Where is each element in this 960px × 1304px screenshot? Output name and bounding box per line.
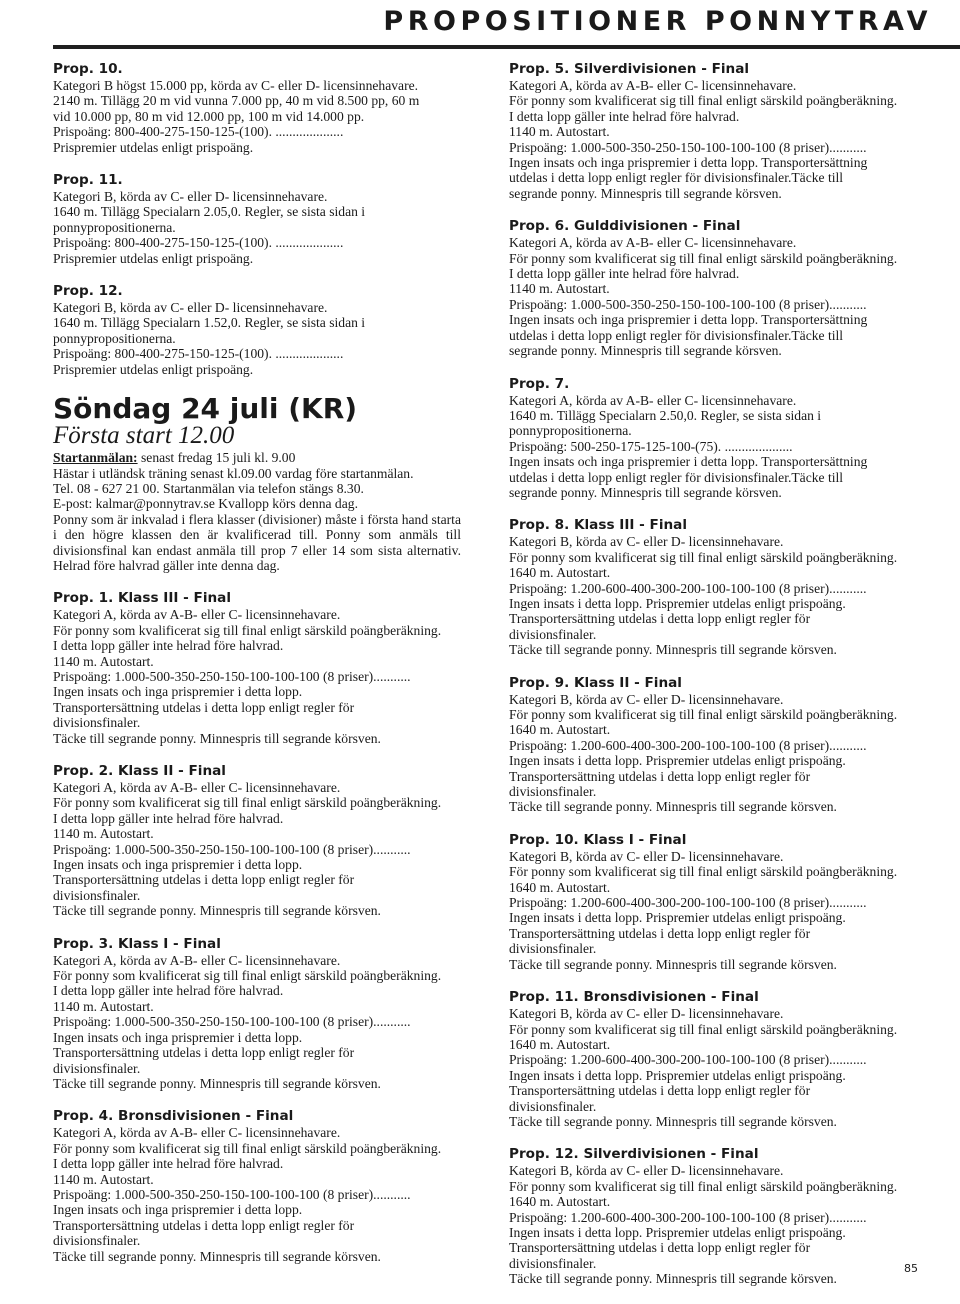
- proposition-line: Ingen insats och inga prispremier i detta lopp.: [53, 684, 303, 700]
- proposition-line: Transportersättning utdelas i detta lopp enligt regler för: [509, 1083, 811, 1099]
- proposition-line: Kategori B, körda av C- eller D- licensinnehavare.: [509, 848, 784, 864]
- proposition-line: 1640 m. Autostart.: [509, 1194, 611, 1210]
- proposition-line: Prispoäng: 1.200-600-400-300-200-100-100-100 (8 priser)...........: [509, 580, 867, 596]
- proposition-line: Täcke till segrande ponny. Minnespris till segrande körsven.: [509, 1113, 837, 1129]
- proposition-line: För ponny som kvalificerat sig till final enligt särskild poängberäkning.: [509, 707, 898, 722]
- proposition-line: Ingen insats och inga prispremier i detta lopp.: [53, 1202, 303, 1218]
- proposition-title: Prop. 4. Bronsdivisionen - Final: [53, 1108, 294, 1125]
- proposition-line: utdelas i detta lopp enligt regler för divisionsfinaler.Täcke till: [509, 170, 844, 186]
- proposition-line: Ingen insats i detta lopp. Prispremier utdelas enligt prispoäng.: [509, 1067, 846, 1083]
- proposition-line: Täcke till segrande ponny. Minnespris till segrande körsven.: [509, 799, 837, 815]
- proposition-line: utdelas i detta lopp enligt regler för divisionsfinaler.Täcke till: [509, 327, 844, 343]
- race-day-title: Söndag 24 juli (KR): [53, 392, 358, 426]
- proposition-title: Prop. 12.: [53, 283, 123, 300]
- proposition-title: Prop. 2. Klass II - Final: [53, 763, 226, 779]
- header-rule: [53, 45, 960, 49]
- proposition-line: divisionsfinaler.: [509, 784, 597, 800]
- proposition-line: Transportersättning utdelas i detta lopp enligt regler för: [509, 768, 811, 784]
- proposition-line: Prispoäng: 800-400-275-150-125-(100). ....................: [53, 124, 344, 140]
- proposition: [53, 61, 461, 155]
- proposition-line: Täcke till segrande ponny. Minnespris till segrande körsven.: [53, 903, 381, 919]
- proposition-line: divisionsfinaler.: [509, 1098, 597, 1114]
- proposition-line: Prispoäng: 1.200-600-400-300-200-100-100-100 (8 priser)...........: [509, 1209, 867, 1225]
- proposition: [509, 61, 917, 201]
- proposition-line: Transportersättning utdelas i detta lopp enligt regler för: [53, 699, 355, 715]
- proposition-line: Transportersättning utdelas i detta lopp enligt regler för: [53, 1045, 355, 1061]
- proposition-line: Prispoäng: 1.200-600-400-300-200-100-100-100 (8 priser)...........: [509, 1052, 867, 1068]
- proposition-line: segrande ponny. Minnespris till segrande körsven.: [509, 343, 782, 359]
- proposition-line: 1140 m. Autostart.: [509, 281, 610, 297]
- proposition-line: 1640 m. Autostart.: [509, 879, 611, 895]
- proposition-line: I detta lopp gäller inte helrad före halvrad.: [53, 983, 284, 999]
- proposition-line: Kategori A, körda av A-B- eller C- licensinnehavare.: [509, 235, 797, 251]
- proposition-line: 1140 m. Autostart.: [53, 998, 154, 1014]
- proposition-line: 1640 m. Autostart.: [509, 1036, 611, 1052]
- proposition-line: För ponny som kvalificerat sig till final enligt särskild poängberäkning.: [509, 549, 898, 565]
- proposition: [53, 936, 461, 1092]
- proposition-line: Prispoäng: 1.200-600-400-300-200-100-100-100 (8 priser)...........: [509, 737, 867, 753]
- proposition-line: Kategori B, körda av C- eller D- licensinnehavare.: [53, 189, 328, 205]
- proposition-line: För ponny som kvalificerat sig till final enligt särskild poängberäkning.: [509, 93, 898, 109]
- proposition-line: Prispremier utdelas enligt prispoäng.: [53, 250, 254, 266]
- right-column: [509, 61, 917, 1304]
- proposition-line: I detta lopp gäller inte helrad före halvrad.: [509, 266, 740, 282]
- proposition-line: vid 10.000 pp, 80 m vid 12.000 pp, 100 m vid 14.000 pp.: [53, 108, 365, 124]
- proposition-line: För ponny som kvalificerat sig till final enligt särskild poängberäkning.: [53, 968, 442, 984]
- proposition-line: 1140 m. Autostart.: [53, 1171, 154, 1187]
- proposition-line: ponnypropositionerna.: [53, 219, 176, 235]
- proposition-line: I detta lopp gäller inte helrad före halvrad.: [53, 638, 284, 654]
- first-start-time: Första start 12.00: [53, 422, 235, 450]
- proposition-line: Prispoäng: 1.000-500-350-250-150-100-100-100 (8 priser)...........: [53, 1014, 411, 1030]
- proposition-line: Prispremier utdelas enligt prispoäng.: [53, 139, 254, 155]
- proposition-line: Ingen insats och inga prispremier i detta lopp. Transportersättning: [509, 155, 868, 171]
- proposition-title: Prop. 1. Klass III - Final: [53, 590, 232, 607]
- proposition-line: Kategori A, körda av A-B- eller C- licensinnehavare.: [53, 780, 341, 795]
- proposition: [53, 590, 461, 746]
- proposition-line: Ingen insats och inga prispremier i detta lopp. Transportersättning: [509, 312, 868, 328]
- left-top-propositions: [53, 61, 461, 377]
- proposition-line: Kategori B högst 15.000 pp, körda av C- eller D- licensinnehavare.: [53, 78, 419, 93]
- proposition-line: Täcke till segrande ponny. Minnespris till segrande körsven.: [509, 956, 837, 972]
- proposition-line: Täcke till segrande ponny. Minnespris till segrande körsven.: [53, 730, 381, 746]
- proposition-line: Kategori B, körda av C- eller D- licensinnehavare.: [509, 691, 784, 707]
- proposition-line: Täcke till segrande ponny. Minnespris till segrande körsven.: [509, 642, 837, 658]
- proposition-line: 1640 m. Autostart.: [509, 722, 611, 738]
- proposition: [509, 1146, 917, 1286]
- proposition-line: divisionsfinaler.: [53, 1060, 141, 1076]
- proposition-title: Prop. 9. Klass II - Final: [509, 674, 682, 691]
- left-column: [53, 61, 461, 1281]
- info-line: Tel. 08 - 627 21 00. Startanmälan via telefon stängs 8.30.: [53, 480, 364, 496]
- proposition-line: Prispoäng: 800-400-275-150-125-(100). ....................: [53, 346, 344, 362]
- proposition-line: 2140 m. Tillägg 20 m vid vunna 7.000 pp, 40 m vid 8.500 pp, 60 m: [53, 93, 420, 109]
- page-header: [0, 0, 960, 52]
- proposition: [509, 376, 917, 501]
- proposition-line: 1140 m. Autostart.: [509, 124, 610, 140]
- proposition-line: Prispoäng: 1.200-600-400-300-200-100-100-100 (8 priser)...........: [509, 895, 867, 911]
- proposition-line: Kategori A, körda av A-B- eller C- licensinnehavare.: [53, 607, 341, 623]
- proposition-line: Prispremier utdelas enligt prispoäng.: [53, 361, 254, 377]
- page-number: 85: [904, 1262, 918, 1275]
- proposition: [53, 763, 461, 919]
- proposition-line: Prispoäng: 1.000-500-350-250-150-100-100-100 (8 priser)...........: [53, 841, 411, 857]
- proposition-line: 1640 m. Tillägg Specialarn 2.05,0. Regler, se sista sidan i: [53, 204, 366, 220]
- proposition-line: Kategori A, körda av A-B- eller C- licensinnehavare.: [509, 392, 797, 408]
- proposition-line: divisionsfinaler.: [509, 941, 597, 957]
- proposition-line: Kategori A, körda av A-B- eller C- licensinnehavare.: [53, 952, 341, 968]
- proposition-line: Prispoäng: 1.000-500-350-250-150-100-100-100 (8 priser)...........: [53, 1186, 411, 1202]
- info-line: E-post: kalmar@ponnytrav.se Kvallopp körs denna dag.: [53, 496, 358, 512]
- proposition-line: Täcke till segrande ponny. Minnespris till segrande körsven.: [53, 1248, 381, 1264]
- proposition-line: Kategori A, körda av A-B- eller C- licensinnehavare.: [53, 1125, 341, 1141]
- proposition-line: För ponny som kvalificerat sig till final enligt särskild poängberäkning.: [53, 795, 442, 811]
- proposition-title: Prop. 11. Bronsdivisionen - Final: [509, 989, 759, 1006]
- proposition-line: Kategori B, körda av C- eller D- licensinnehavare.: [53, 300, 328, 316]
- proposition-title: Prop. 10.: [53, 61, 123, 77]
- proposition-line: För ponny som kvalificerat sig till final enligt särskild poängberäkning.: [53, 622, 442, 638]
- proposition: [53, 283, 461, 377]
- proposition-line: divisionsfinaler.: [509, 1255, 597, 1271]
- left-bottom-propositions: [53, 590, 461, 1264]
- entry-deadline-label: Startanmälan:: [53, 450, 138, 466]
- proposition-line: I detta lopp gäller inte helrad före halvrad.: [53, 810, 284, 826]
- info-paragraph: Ponny som är inkvalad i flera klasser (divisioner) måste i första hand starta i den högre klassen den är kvalificerad till. Ponny som anmäls till divisionsfinal kan endast anmäla till prop 7 eller 14 som sista alternativ. Helrad före halvrad gäller inte denna dag.: [53, 511, 461, 573]
- proposition-line: Ingen insats i detta lopp. Prispremier utdelas enligt prispoäng.: [509, 910, 846, 926]
- proposition-line: Ingen insats och inga prispremier i detta lopp. Transportersättning: [509, 454, 868, 470]
- proposition-line: Kategori B, körda av C- eller D- licensinnehavare.: [509, 534, 784, 550]
- info-line: Hästar i utländsk träning senast kl.09.00 vardag före startanmälan.: [53, 465, 414, 481]
- proposition-title: Prop. 10. Klass I - Final: [509, 831, 687, 848]
- proposition-title: Prop. 7.: [509, 375, 570, 392]
- proposition-line: divisionsfinaler.: [53, 1233, 141, 1249]
- proposition-line: 1640 m. Tillägg Specialarn 1.52,0. Regler, se sista sidan i: [53, 315, 366, 331]
- entry-deadline: [53, 450, 461, 465]
- proposition-line: Ingen insats och inga prispremier i detta lopp.: [53, 1029, 303, 1045]
- proposition-line: segrande ponny. Minnespris till segrande körsven.: [509, 484, 782, 500]
- proposition: [509, 218, 917, 358]
- proposition-line: divisionsfinaler.: [509, 626, 597, 642]
- proposition-line: För ponny som kvalificerat sig till final enligt särskild poängberäkning.: [509, 1178, 898, 1194]
- proposition-title: Prop. 5. Silverdivisionen - Final: [509, 61, 750, 77]
- proposition-line: 1140 m. Autostart.: [53, 653, 154, 669]
- proposition-line: ponnypropositionerna.: [509, 423, 632, 439]
- proposition-title: Prop. 3. Klass I - Final: [53, 935, 221, 952]
- proposition-line: Kategori B, körda av C- eller D- licensinnehavare.: [509, 1163, 784, 1179]
- proposition-line: utdelas i detta lopp enligt regler för divisionsfinaler.Täcke till: [509, 469, 844, 485]
- proposition-title: Prop. 6. Gulddivisionen - Final: [509, 218, 741, 235]
- proposition-line: ponnypropositionerna.: [53, 330, 176, 346]
- proposition-line: Transportersättning utdelas i detta lopp enligt regler för: [509, 925, 811, 941]
- proposition-line: divisionsfinaler.: [53, 715, 141, 731]
- proposition-line: Ingen insats i detta lopp. Prispremier utdelas enligt prispoäng.: [509, 753, 846, 769]
- proposition-title: Prop. 8. Klass III - Final: [509, 517, 688, 534]
- proposition-line: För ponny som kvalificerat sig till final enligt särskild poängberäkning.: [53, 1140, 442, 1156]
- proposition-line: 1140 m. Autostart.: [53, 826, 154, 842]
- proposition-line: Transportersättning utdelas i detta lopp enligt regler för: [53, 872, 355, 888]
- proposition-line: Ingen insats i detta lopp. Prispremier utdelas enligt prispoäng.: [509, 1224, 846, 1240]
- proposition: [509, 675, 917, 815]
- proposition-line: Prispoäng: 1.000-500-350-250-150-100-100-100 (8 priser)...........: [53, 668, 411, 684]
- race-day-info: [53, 394, 461, 573]
- proposition-line: divisionsfinaler.: [53, 887, 141, 903]
- proposition-line: Prispoäng: 1.000-500-350-250-150-100-100-100 (8 priser)...........: [509, 139, 867, 155]
- page-header-title: PROPOSITIONER PONNYTRAV: [383, 6, 932, 37]
- proposition-line: Kategori A, körda av A-B- eller C- licensinnehavare.: [509, 78, 797, 93]
- proposition-line: Prispoäng: 1.000-500-350-250-150-100-100-100 (8 priser)...........: [509, 296, 867, 312]
- proposition-line: Transportersättning utdelas i detta lopp enligt regler för: [509, 1240, 811, 1256]
- proposition-line: I detta lopp gäller inte helrad före halvrad.: [509, 108, 740, 124]
- proposition-line: För ponny som kvalificerat sig till final enligt särskild poängberäkning.: [509, 864, 898, 880]
- proposition: [509, 989, 917, 1129]
- proposition: [509, 832, 917, 972]
- proposition-line: För ponny som kvalificerat sig till final enligt särskild poängberäkning.: [509, 1021, 898, 1037]
- proposition-line: 1640 m. Autostart.: [509, 565, 611, 581]
- proposition: [509, 517, 917, 657]
- proposition-line: Kategori B, körda av C- eller D- licensinnehavare.: [509, 1006, 784, 1022]
- proposition-line: 1640 m. Tillägg Specialarn 2.50,0. Regler, se sista sidan i: [509, 407, 822, 423]
- proposition: [53, 1108, 461, 1264]
- proposition-line: Prispoäng: 500-250-175-125-100-(75). ....................: [509, 438, 793, 454]
- proposition: [53, 172, 461, 266]
- proposition-title: Prop. 12. Silverdivisionen - Final: [509, 1146, 759, 1163]
- entry-deadline-text: senast fredag 15 juli kl. 9.00: [137, 450, 296, 466]
- proposition-line: Ingen insats och inga prispremier i detta lopp.: [53, 857, 303, 873]
- proposition-title: Prop. 11.: [53, 172, 123, 189]
- proposition-line: Täcke till segrande ponny. Minnespris till segrande körsven.: [53, 1075, 381, 1091]
- proposition-line: Transportersättning utdelas i detta lopp enligt regler för: [509, 611, 811, 627]
- proposition-line: Täcke till segrande ponny. Minnespris till segrande körsven.: [509, 1271, 837, 1287]
- proposition-line: segrande ponny. Minnespris till segrande körsven.: [509, 185, 782, 201]
- proposition-line: Transportersättning utdelas i detta lopp enligt regler för: [53, 1217, 355, 1233]
- proposition-line: Prispoäng: 800-400-275-150-125-(100). ....................: [53, 235, 344, 251]
- proposition-line: För ponny som kvalificerat sig till final enligt särskild poängberäkning.: [509, 250, 898, 266]
- proposition-line: Ingen insats i detta lopp. Prispremier utdelas enligt prispoäng.: [509, 595, 846, 611]
- proposition-line: I detta lopp gäller inte helrad före halvrad.: [53, 1156, 284, 1172]
